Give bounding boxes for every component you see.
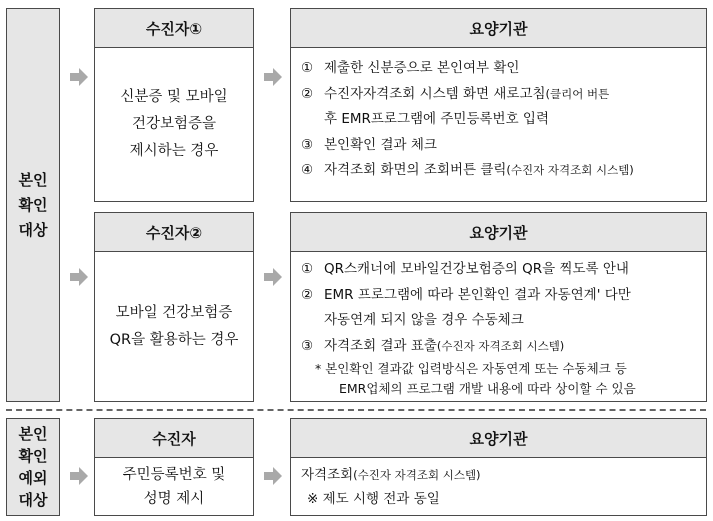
procedure-step	[301, 158, 698, 184]
step-text: 본인확인 결과 체크	[324, 136, 437, 153]
step-text: QR스캐너에 모바일건강보험증의 QR을 찍도록 안내	[324, 261, 629, 277]
step-number: ③	[301, 337, 314, 354]
procedure-step	[301, 308, 698, 334]
step-number: ④	[301, 162, 314, 179]
institution-case1-header: 요양기관	[290, 8, 707, 48]
step-number: ③	[301, 136, 314, 153]
side-label-line: 본인	[18, 170, 48, 189]
procedure-step	[301, 463, 698, 487]
procedure-note: ※ 제도 시행 전과 동일	[307, 491, 440, 507]
procedure-step	[301, 133, 698, 159]
procedure-step	[301, 107, 698, 133]
step-number: ②	[301, 286, 314, 303]
procedure-step	[301, 56, 698, 82]
patient-case2-line: QR을 활용하는 경우	[109, 331, 239, 348]
step-text: 자격조회 결과 표출	[324, 337, 437, 354]
side-label-identity-exception	[6, 418, 60, 516]
patient-exception-line: 성명 제시	[143, 490, 205, 507]
step-text: 후 EMR프로그램에 주민등록번호 입력	[324, 111, 550, 128]
side-label-line: 확인	[18, 447, 48, 465]
side-label-line: 대상	[18, 220, 48, 239]
step-number: ①	[301, 261, 314, 277]
step-text: EMR 프로그램에 따라 본인확인 결과 자동연계' 다만	[324, 286, 631, 303]
institution-case1-body	[290, 47, 707, 202]
patient-case1-header: 수진자①	[94, 8, 254, 48]
institution-case2-header: 요양기관	[290, 212, 707, 252]
institution-exception-header: 요양기관	[290, 418, 707, 458]
patient-case2-line: 모바일 건강보험증	[115, 304, 233, 321]
patient-exception-line: 주민등록번호 및	[122, 466, 226, 483]
patient-case1-body	[94, 47, 254, 202]
step-number: ②	[301, 85, 314, 102]
step-note: (수진자 자격조회 시스템)	[506, 163, 634, 178]
side-label-line: 확인	[18, 195, 48, 214]
side-label-line: 대상	[18, 491, 48, 509]
step-text: 자격조회 화면의 조회버튼 클릭	[324, 162, 507, 179]
patient-case2-header: 수진자②	[94, 212, 254, 252]
patient-exception-header: 수진자	[94, 418, 254, 458]
procedure-step	[301, 334, 698, 360]
procedure-step	[301, 283, 698, 309]
side-label-line: 본인	[18, 425, 48, 443]
step-text: 자동연계 되지 않을 경우 수동체크	[324, 312, 524, 329]
step-text: 자격조회	[301, 467, 354, 483]
patient-case1-line: 제시하는 경우	[129, 143, 219, 159]
procedure-step	[301, 257, 698, 283]
section-divider	[6, 409, 706, 411]
step-note: (수진자 자격조회 시스템)	[353, 468, 481, 482]
patient-case1-line: 건강보험증을	[131, 116, 217, 132]
side-label-line: 예외	[18, 469, 48, 487]
step-text: 제출한 신분증으로 본인여부 확인	[324, 60, 520, 76]
footnote-line: * 본인확인 결과값 입력방식은 자동연계 또는 수동체크 등	[315, 361, 627, 377]
step-note: (클리어 버튼	[545, 86, 610, 101]
side-label-identity-check	[6, 8, 60, 402]
institution-case2-body	[290, 251, 707, 402]
patient-case1-line: 신분증 및 모바일	[120, 89, 228, 105]
patient-case2-body	[94, 251, 254, 402]
institution-exception-body	[290, 457, 707, 516]
footnote-line: EMR업체의 프로그램 개발 내용에 따라 상이할 수 있음	[339, 381, 636, 397]
step-note: (수진자 자격조회 시스템)	[436, 338, 565, 353]
step-text: 수진자자격조회 시스템 화면 새로고침	[324, 85, 546, 102]
step-number: ①	[301, 60, 314, 76]
patient-exception-body	[94, 457, 254, 516]
procedure-step	[301, 82, 698, 108]
